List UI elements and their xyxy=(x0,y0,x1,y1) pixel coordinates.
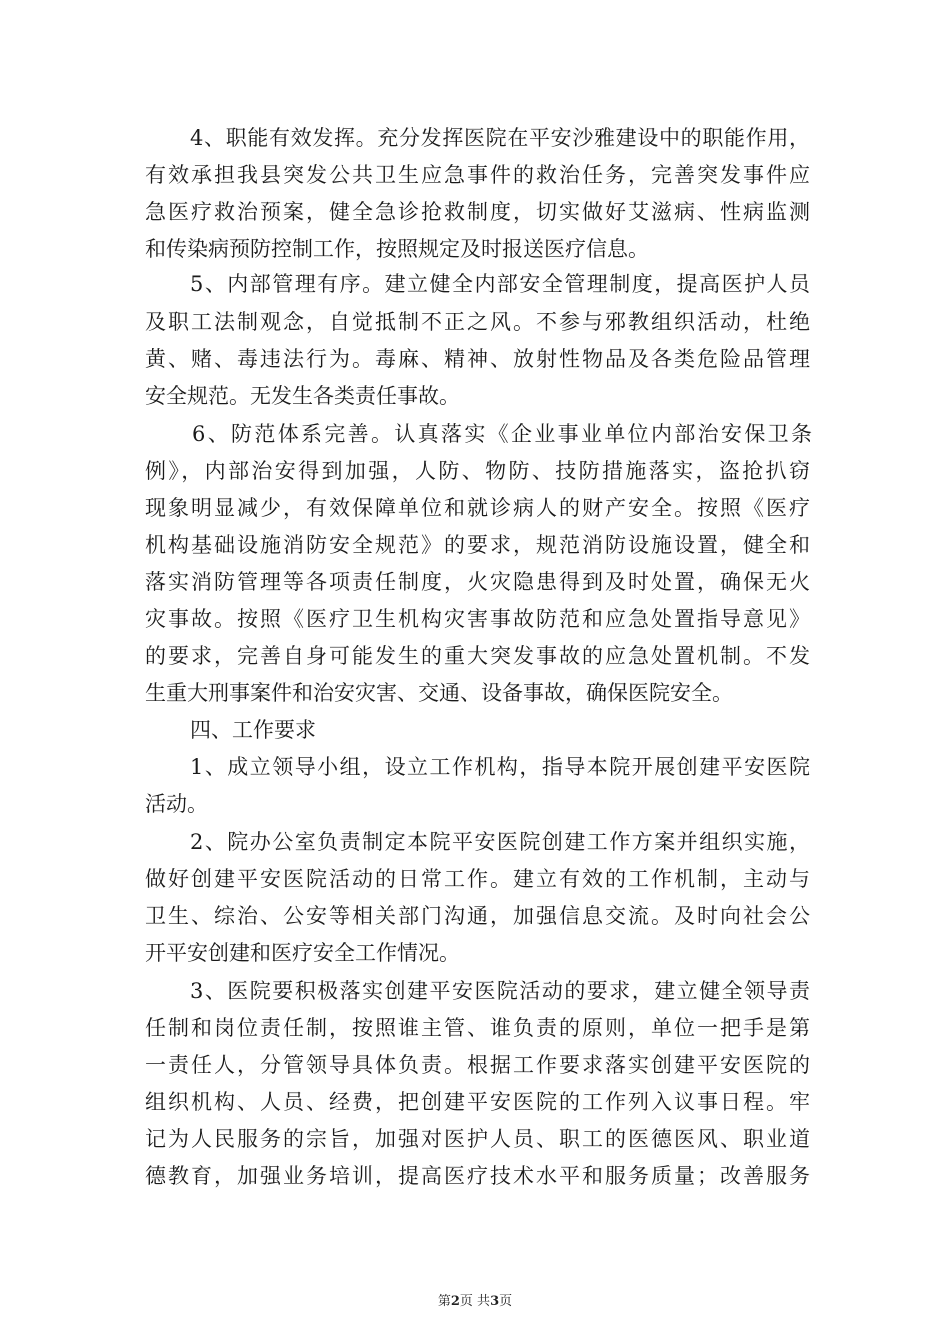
footer-page-number: 2 xyxy=(450,1294,460,1309)
text-line: 德教育，加强业务培训，提高医疗技术水平和服务质量；改善服务 xyxy=(145,1164,810,1188)
text-line: 6、防范体系完善。认真落实《企业事业单位内部治安保卫条 xyxy=(192,422,812,446)
footer-prefix: 第 xyxy=(437,1294,451,1309)
text-line: 有效承担我县突发公共卫生应急事件的救治任务，完善突发事件应 xyxy=(145,163,810,187)
page-footer xyxy=(0,1294,950,1310)
text-line: 1、成立领导小组，设立工作机构，指导本院开展创建平安医院 xyxy=(190,755,810,779)
text-line: 落实消防管理等各项责任制度，火灾隐患得到及时处置，确保无火 xyxy=(145,570,810,594)
text-line: 的要求，完善自身可能发生的重大突发事故的应急处置机制。不发 xyxy=(145,644,810,668)
text-line: 开平安创建和医疗安全工作情况。 xyxy=(145,941,460,965)
text-line: 急医疗救治预案，健全急诊抢救制度，切实做好艾滋病、性病监测 xyxy=(145,200,810,224)
text-line: 2、院办公室负责制定本院平安医院创建工作方案并组织实施， xyxy=(190,830,810,854)
text-line: 卫生、综治、公安等相关部门沟通，加强信息交流。及时向社会公 xyxy=(145,904,810,928)
text-line: 组织机构、人员、经费，把创建平安医院的工作列入议事日程。牢 xyxy=(145,1090,810,1114)
text-line: 安全规范。无发生各类责任事故。 xyxy=(145,384,460,408)
footer-total-pages: 3 xyxy=(490,1294,500,1309)
footer-suffix: 页 xyxy=(499,1294,513,1309)
text-line: 黄、赌、毒违法行为。毒麻、精神、放射性物品及各类危险品管理 xyxy=(145,347,810,371)
text-line: 4、职能有效发挥。充分发挥医院在平安沙雅建设中的职能作用， xyxy=(190,126,810,150)
text-line: 及职工法制观念，自觉抵制不正之风。不参与邪教组织活动，杜绝 xyxy=(145,310,810,334)
text-line: 3、医院要积极落实创建平安医院活动的要求，建立健全领导责 xyxy=(190,979,810,1003)
text-line: 做好创建平安医院活动的日常工作。建立有效的工作机制，主动与 xyxy=(145,867,810,891)
text-line: 机构基础设施消防安全规范》的要求，规范消防设施设置，健全和 xyxy=(145,533,810,557)
text-line: 生重大刑事案件和治安灾害、交通、设备事故，确保医院安全。 xyxy=(145,681,733,705)
text-line: 和传染病预防控制工作，按照规定及时报送医疗信息。 xyxy=(145,237,649,261)
footer-middle: 页 共 xyxy=(459,1294,491,1309)
text-line: 四、工作要求 xyxy=(190,718,316,742)
text-line: 任制和岗位责任制，按照谁主管、谁负责的原则，单位一把手是第 xyxy=(145,1016,810,1040)
text-line: 记为人民服务的宗旨，加强对医护人员、职工的医德医风、职业道 xyxy=(145,1127,810,1151)
text-line: 5、内部管理有序。建立健全内部安全管理制度，提高医护人员 xyxy=(190,272,810,296)
text-line: 例》，内部治安得到加强，人防、物防、技防措施落实，盗抢扒窃 xyxy=(145,459,810,483)
text-line: 灾事故。按照《医疗卫生机构灾害事故防范和应急处置指导意见》 xyxy=(145,607,810,631)
text-line: 一责任人，分管领导具体负责。根据工作要求落实创建平安医院的 xyxy=(145,1053,810,1077)
text-line: 现象明显减少，有效保障单位和就诊病人的财产安全。按照《医疗 xyxy=(145,496,810,520)
text-line: 活动。 xyxy=(145,792,208,816)
